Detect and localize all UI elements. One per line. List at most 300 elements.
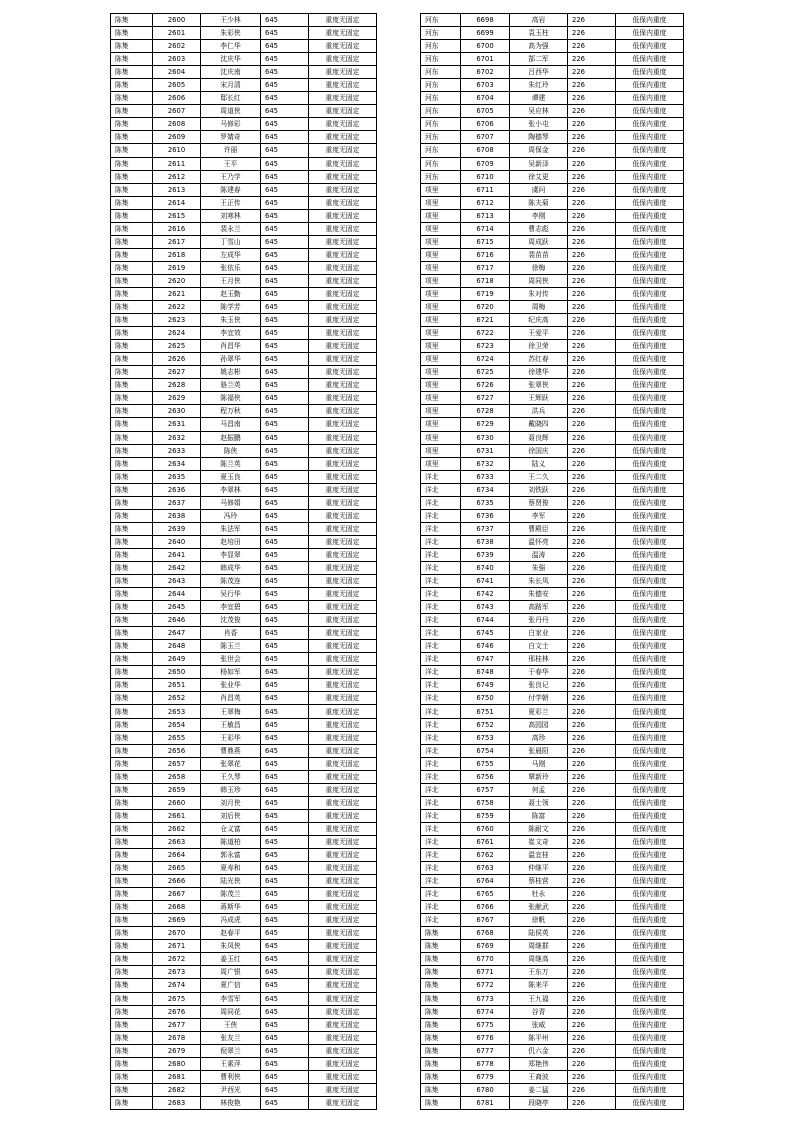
table-row [421,431,684,444]
type-cell: 低保内重度 [616,640,684,653]
id-cell: 6719 [461,287,510,300]
name-cell: 牡永 [510,888,568,901]
type-cell: 重度无固定 [309,888,377,901]
name-cell: 崔文奇 [510,835,568,848]
type-cell: 重度无固定 [309,927,377,940]
type-cell: 重度无固定 [309,561,377,574]
amount-cell: 226 [568,183,616,196]
area-cell: 陈集 [111,614,153,627]
table-row [421,1044,684,1057]
id-cell: 6712 [461,196,510,209]
id-cell: 6761 [461,835,510,848]
name-cell: 陈茂兰 [201,888,261,901]
table-row [111,235,377,248]
name-cell: 赵培田 [201,535,261,548]
name-cell: 朱对传 [510,287,568,300]
area-cell: 项里 [421,431,461,444]
area-cell: 陈集 [111,235,153,248]
table-row [111,301,377,314]
id-cell: 2683 [153,1096,201,1109]
area-cell: 河东 [421,40,461,53]
id-cell: 6748 [461,666,510,679]
amount-cell: 645 [261,770,309,783]
table-row [111,888,377,901]
name-cell: 陆光侠 [201,875,261,888]
name-cell: 高珍 [510,731,568,744]
id-cell: 2678 [153,1031,201,1044]
id-cell: 6759 [461,809,510,822]
name-cell: 夏广信 [201,979,261,992]
name-cell: 朱长凤 [510,575,568,588]
name-cell: 周继群 [510,940,568,953]
id-cell: 6718 [461,274,510,287]
area-cell: 洋北 [421,640,461,653]
name-cell: 陈茂连 [201,575,261,588]
type-cell: 重度无固定 [309,914,377,927]
amount-cell: 645 [261,92,309,105]
amount-cell: 645 [261,131,309,144]
name-cell: 沈茂俊 [201,614,261,627]
id-cell: 6725 [461,366,510,379]
type-cell: 低保内重度 [616,679,684,692]
id-cell: 2600 [153,14,201,27]
area-cell: 河东 [421,105,461,118]
amount-cell: 645 [261,418,309,431]
name-cell: 王敏昌 [201,718,261,731]
area-cell: 陈集 [111,405,153,418]
name-cell: 倪翠兰 [201,1044,261,1057]
left-roster-table [110,13,377,1110]
area-cell: 陈集 [111,1044,153,1057]
area-cell: 洋北 [421,575,461,588]
area-cell: 陈集 [421,1083,461,1096]
table-row [111,627,377,640]
table-row [111,588,377,601]
area-cell: 河东 [421,157,461,170]
id-cell: 6700 [461,40,510,53]
table-row [421,1070,684,1083]
table-row [111,170,377,183]
id-cell: 6739 [461,548,510,561]
type-cell: 重度无固定 [309,1005,377,1018]
amount-cell: 226 [568,770,616,783]
amount-cell: 226 [568,1096,616,1109]
type-cell: 重度无固定 [309,1057,377,1070]
amount-cell: 645 [261,366,309,379]
area-cell: 陈集 [111,509,153,522]
id-cell: 2613 [153,183,201,196]
area-cell: 陈集 [111,392,153,405]
type-cell: 重度无固定 [309,379,377,392]
area-cell: 洋北 [421,809,461,822]
table-row [111,509,377,522]
table-row [111,640,377,653]
area-cell: 陈集 [421,992,461,1005]
table-row [111,731,377,744]
amount-cell: 645 [261,496,309,509]
table-row [421,679,684,692]
id-cell: 2618 [153,248,201,261]
id-cell: 6743 [461,601,510,614]
area-cell: 陈集 [111,927,153,940]
type-cell: 低保内重度 [616,718,684,731]
id-cell: 2603 [153,53,201,66]
area-cell: 陈集 [111,105,153,118]
amount-cell: 226 [568,575,616,588]
id-cell: 6710 [461,170,510,183]
type-cell: 重度无固定 [309,470,377,483]
id-cell: 6733 [461,470,510,483]
amount-cell: 645 [261,53,309,66]
name-cell: 朱彩侠 [201,27,261,40]
id-cell: 6771 [461,966,510,979]
type-cell: 重度无固定 [309,92,377,105]
table-row [111,1044,377,1057]
table-row [111,770,377,783]
name-cell: 周梅 [510,301,568,314]
type-cell: 低保内重度 [616,261,684,274]
name-cell: 张友兰 [201,1031,261,1044]
id-cell: 6704 [461,92,510,105]
type-cell: 重度无固定 [309,261,377,274]
amount-cell: 645 [261,79,309,92]
table-row [111,835,377,848]
type-cell: 低保内重度 [616,366,684,379]
name-cell: 邢桂林 [510,653,568,666]
area-cell: 陈集 [111,770,153,783]
table-row [111,353,377,366]
type-cell: 低保内重度 [616,40,684,53]
type-cell: 低保内重度 [616,66,684,79]
table-row [111,757,377,770]
amount-cell: 226 [568,731,616,744]
name-cell: 王乃学 [201,170,261,183]
area-cell: 河东 [421,170,461,183]
area-cell: 陈集 [111,992,153,1005]
table-row [111,40,377,53]
id-cell: 2652 [153,692,201,705]
table-row [111,940,377,953]
id-cell: 6769 [461,940,510,953]
id-cell: 2655 [153,731,201,744]
area-cell: 陈集 [111,601,153,614]
amount-cell: 645 [261,196,309,209]
type-cell: 重度无固定 [309,822,377,835]
id-cell: 2636 [153,483,201,496]
table-row [111,470,377,483]
amount-cell: 645 [261,1044,309,1057]
table-row [111,209,377,222]
amount-cell: 645 [261,235,309,248]
amount-cell: 226 [568,196,616,209]
name-cell: 朱强 [510,561,568,574]
amount-cell: 645 [261,405,309,418]
id-cell: 2624 [153,327,201,340]
table-row [421,888,684,901]
name-cell: 丁雪山 [201,235,261,248]
amount-cell: 645 [261,183,309,196]
area-cell: 陈集 [111,862,153,875]
type-cell: 重度无固定 [309,196,377,209]
name-cell: 吴行华 [201,588,261,601]
type-cell: 低保内重度 [616,940,684,953]
id-cell: 2649 [153,653,201,666]
area-cell: 陈集 [421,1057,461,1070]
area-cell: 项里 [421,353,461,366]
type-cell: 重度无固定 [309,1044,377,1057]
table-row [421,196,684,209]
name-cell: 沈庆南 [201,66,261,79]
table-row [111,522,377,535]
id-cell: 2681 [153,1070,201,1083]
area-cell: 洋北 [421,757,461,770]
name-cell: 高岩 [510,14,568,27]
amount-cell: 645 [261,692,309,705]
id-cell: 6767 [461,914,510,927]
type-cell: 重度无固定 [309,366,377,379]
amount-cell: 645 [261,287,309,300]
id-cell: 6740 [461,561,510,574]
id-cell: 6763 [461,862,510,875]
id-cell: 6721 [461,314,510,327]
amount-cell: 226 [568,888,616,901]
id-cell: 6747 [461,653,510,666]
table-row [421,757,684,770]
type-cell: 重度无固定 [309,979,377,992]
table-row [421,614,684,627]
name-cell: 周同侠 [510,274,568,287]
name-cell: 陈福侠 [201,392,261,405]
id-cell: 2606 [153,92,201,105]
name-cell: 许丽 [201,144,261,157]
table-row [111,457,377,470]
name-cell: 刘后侠 [201,809,261,822]
id-cell: 6742 [461,588,510,601]
area-cell: 陈集 [111,144,153,157]
table-row [421,509,684,522]
name-cell: 徐建华 [510,366,568,379]
table-row [421,653,684,666]
table-row [421,170,684,183]
id-cell: 6779 [461,1070,510,1083]
id-cell: 2650 [153,666,201,679]
area-cell: 陈集 [111,40,153,53]
amount-cell: 226 [568,744,616,757]
amount-cell: 645 [261,314,309,327]
id-cell: 6768 [461,927,510,940]
table-row [111,418,377,431]
amount-cell: 226 [568,1044,616,1057]
name-cell: 覃新玲 [510,770,568,783]
table-row [111,614,377,627]
id-cell: 2620 [153,274,201,287]
id-cell: 6751 [461,705,510,718]
table-row [111,953,377,966]
name-cell: 聂士领 [510,796,568,809]
id-cell: 6765 [461,888,510,901]
amount-cell: 226 [568,705,616,718]
table-row [111,718,377,731]
area-cell: 陈集 [111,653,153,666]
area-cell: 项里 [421,235,461,248]
table-row [421,496,684,509]
name-cell: 姚志彬 [201,366,261,379]
id-cell: 2672 [153,953,201,966]
amount-cell: 226 [568,261,616,274]
table-row [421,731,684,744]
name-cell: 王正传 [201,196,261,209]
type-cell: 重度无固定 [309,483,377,496]
amount-cell: 645 [261,40,309,53]
amount-cell: 645 [261,1070,309,1083]
id-cell: 6758 [461,796,510,809]
area-cell: 洋北 [421,783,461,796]
area-cell: 洋北 [421,822,461,835]
id-cell: 2637 [153,496,201,509]
table-row [421,1083,684,1096]
table-row [111,705,377,718]
amount-cell: 645 [261,561,309,574]
name-cell: 白文士 [510,640,568,653]
name-cell: 赵玉勤 [201,287,261,300]
area-cell: 项里 [421,457,461,470]
table-row [421,340,684,353]
type-cell: 低保内重度 [616,183,684,196]
type-cell: 重度无固定 [309,901,377,914]
area-cell: 陈集 [111,757,153,770]
amount-cell: 645 [261,522,309,535]
id-cell: 2617 [153,235,201,248]
area-cell: 陈集 [111,953,153,966]
id-cell: 6706 [461,118,510,131]
type-cell: 低保内重度 [616,875,684,888]
area-cell: 洋北 [421,588,461,601]
type-cell: 重度无固定 [309,457,377,470]
type-cell: 低保内重度 [616,731,684,744]
name-cell: 张良记 [510,679,568,692]
area-cell: 陈集 [111,66,153,79]
type-cell: 低保内重度 [616,522,684,535]
id-cell: 6775 [461,1018,510,1031]
name-cell: 肖香 [201,627,261,640]
id-cell: 2663 [153,835,201,848]
type-cell: 低保内重度 [616,157,684,170]
name-cell: 朱法军 [201,522,261,535]
name-cell: 曹志彪 [510,222,568,235]
type-cell: 低保内重度 [616,1057,684,1070]
amount-cell: 645 [261,614,309,627]
name-cell: 王彩华 [201,731,261,744]
name-cell: 肖昌华 [201,340,261,353]
type-cell: 重度无固定 [309,405,377,418]
area-cell: 陈集 [111,783,153,796]
type-cell: 重度无固定 [309,40,377,53]
id-cell: 6716 [461,248,510,261]
name-cell: 徐艾更 [510,170,568,183]
table-row [111,105,377,118]
area-cell: 项里 [421,261,461,274]
name-cell: 裴苗苗 [510,248,568,261]
name-cell: 温怀亮 [510,535,568,548]
name-cell: 张业华 [201,679,261,692]
area-cell: 洋北 [421,561,461,574]
amount-cell: 645 [261,679,309,692]
type-cell: 低保内重度 [616,496,684,509]
name-cell: 尹西光 [201,1083,261,1096]
table-row [421,105,684,118]
area-cell: 陈集 [111,548,153,561]
amount-cell: 226 [568,783,616,796]
table-row [421,809,684,822]
id-cell: 2682 [153,1083,201,1096]
amount-cell: 226 [568,940,616,953]
id-cell: 2614 [153,196,201,209]
type-cell: 低保内重度 [616,966,684,979]
area-cell: 陈集 [111,53,153,66]
name-cell: 冯玲 [201,509,261,522]
id-cell: 6715 [461,235,510,248]
amount-cell: 226 [568,627,616,640]
name-cell: 仲继平 [510,862,568,875]
area-cell: 陈集 [111,705,153,718]
name-cell: 姜二猛 [510,1083,568,1096]
area-cell: 洋北 [421,692,461,705]
type-cell: 低保内重度 [616,849,684,862]
name-cell: 周广银 [201,966,261,979]
id-cell: 2638 [153,509,201,522]
area-cell: 河东 [421,66,461,79]
area-cell: 陈集 [111,666,153,679]
id-cell: 2631 [153,418,201,431]
id-cell: 6705 [461,105,510,118]
table-row [421,1096,684,1109]
type-cell: 重度无固定 [309,1083,377,1096]
type-cell: 重度无固定 [309,809,377,822]
table-row [111,822,377,835]
amount-cell: 226 [568,718,616,731]
table-row [111,966,377,979]
type-cell: 重度无固定 [309,692,377,705]
amount-cell: 226 [568,1070,616,1083]
area-cell: 洋北 [421,483,461,496]
name-cell: 徐卫荣 [510,340,568,353]
amount-cell: 645 [261,274,309,287]
name-cell: 李宜效 [201,327,261,340]
amount-cell: 226 [568,470,616,483]
id-cell: 2630 [153,405,201,418]
table-row [421,144,684,157]
name-cell: 温宜桂 [510,849,568,862]
name-cell: 曹鼎燕 [201,744,261,757]
table-row [421,862,684,875]
area-cell: 洋北 [421,522,461,535]
table-row [111,901,377,914]
right-roster-table [420,13,684,1110]
area-cell: 陈集 [111,222,153,235]
name-cell: 吴新泽 [510,157,568,170]
type-cell: 低保内重度 [616,209,684,222]
id-cell: 2625 [153,340,201,353]
id-cell: 2673 [153,966,201,979]
id-cell: 2610 [153,144,201,157]
amount-cell: 645 [261,940,309,953]
id-cell: 2616 [153,222,201,235]
area-cell: 洋北 [421,470,461,483]
amount-cell: 226 [568,614,616,627]
type-cell: 低保内重度 [616,692,684,705]
id-cell: 2639 [153,522,201,535]
type-cell: 低保内重度 [616,627,684,640]
